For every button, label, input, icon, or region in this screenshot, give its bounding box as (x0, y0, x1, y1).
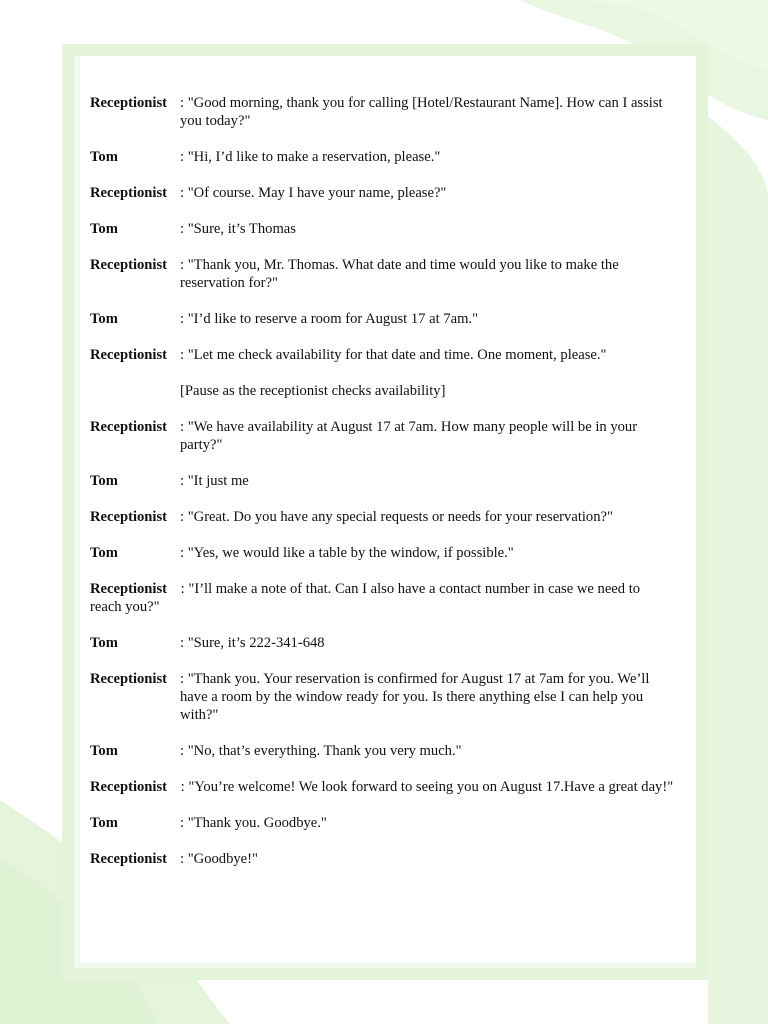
turn-text: : "Let me check availability for that date and time. One moment, please." (180, 347, 607, 363)
dialogue-turn (90, 670, 674, 724)
turn-text: : "Thank you. Your reservation is confirmed for August 17 at 7am for you. We’ll have a room by the window ready for you. Is there anything else I can help you with?" (180, 671, 650, 723)
stage-direction (90, 382, 674, 400)
dialogue-turn (90, 472, 674, 490)
speaker-name: Tom (90, 311, 118, 327)
speaker-name: Tom (90, 221, 118, 237)
dialogue-turn (90, 778, 674, 796)
speaker-name: Receptionist (90, 851, 168, 867)
speaker-name: Receptionist (90, 509, 168, 525)
dialogue-turn (90, 742, 674, 760)
turn-text: : "I’d like to reserve a room for August 17 at 7am." (180, 311, 479, 327)
turn-text: : "Of course. May I have your name, please?" (180, 185, 447, 201)
turn-text: : "Sure, it’s Thomas (180, 221, 296, 237)
speaker-name: Tom (90, 635, 118, 651)
dialogue-turn (90, 94, 674, 130)
turn-text: : "Goodbye!" (180, 851, 258, 867)
speaker-name: Receptionist (90, 671, 168, 687)
turn-text: : "Sure, it’s 222-341-648 (180, 635, 325, 651)
dialogue-turn (90, 544, 674, 562)
turn-text: : "Yes, we would like a table by the window, if possible." (180, 545, 514, 561)
dialogue-turn (90, 418, 674, 454)
turn-text: : "I’ll make a note of that. Can I also have a contact number in case we need to reach you?" (90, 581, 641, 615)
dialogue-turn (90, 148, 674, 166)
speaker-name: Tom (90, 473, 118, 489)
stage-direction-text: [Pause as the receptionist checks availability] (180, 383, 446, 399)
document-page (74, 56, 696, 968)
dialogue-turn (90, 346, 674, 364)
turn-text: : "You’re welcome! We look forward to seeing you on August 17.Have a great day!" (180, 779, 674, 795)
dialogue-turn (90, 814, 674, 832)
speaker-name: Receptionist (90, 347, 168, 363)
dialogue-turn (90, 850, 674, 868)
turn-text: : "Great. Do you have any special requests or needs for your reservation?" (180, 509, 613, 525)
dialogue-turn (90, 580, 674, 616)
speaker-name: Tom (90, 815, 118, 831)
dialogue-turn (90, 508, 674, 526)
turn-text: : "Thank you. Goodbye." (180, 815, 327, 831)
turn-text: : "No, that’s everything. Thank you very much." (180, 743, 462, 759)
speaker-name: Tom (90, 149, 118, 165)
speaker-name: Receptionist (90, 581, 168, 597)
speaker-name: Receptionist (90, 95, 168, 111)
dialogue-turn (90, 220, 674, 238)
dialogue-turn (90, 184, 674, 202)
speaker-name (90, 382, 180, 400)
speaker-name: Tom (90, 743, 118, 759)
turn-text: : "Good morning, thank you for calling [Hotel/Restaurant Name]. How can I assist you today?" (180, 95, 663, 129)
turn-text: : "We have availability at August 17 at 7am. How many people will be in your party?" (180, 419, 638, 453)
speaker-name: Receptionist (90, 185, 168, 201)
right-side-band (700, 110, 768, 1024)
turn-text: : "Thank you, Mr. Thomas. What date and time would you like to make the reservation for?" (180, 257, 619, 291)
turn-text: : "It just me (180, 473, 249, 489)
speaker-name: Receptionist (90, 257, 168, 273)
speaker-name: Tom (90, 545, 118, 561)
dialogue-turn (90, 256, 674, 292)
speaker-name: Receptionist (90, 779, 168, 795)
dialogue-turn (90, 310, 674, 328)
turn-text: : "Hi, I’d like to make a reservation, please." (180, 149, 441, 165)
dialogue-transcript (90, 94, 674, 886)
speaker-name: Receptionist (90, 419, 168, 435)
dialogue-turn (90, 634, 674, 652)
